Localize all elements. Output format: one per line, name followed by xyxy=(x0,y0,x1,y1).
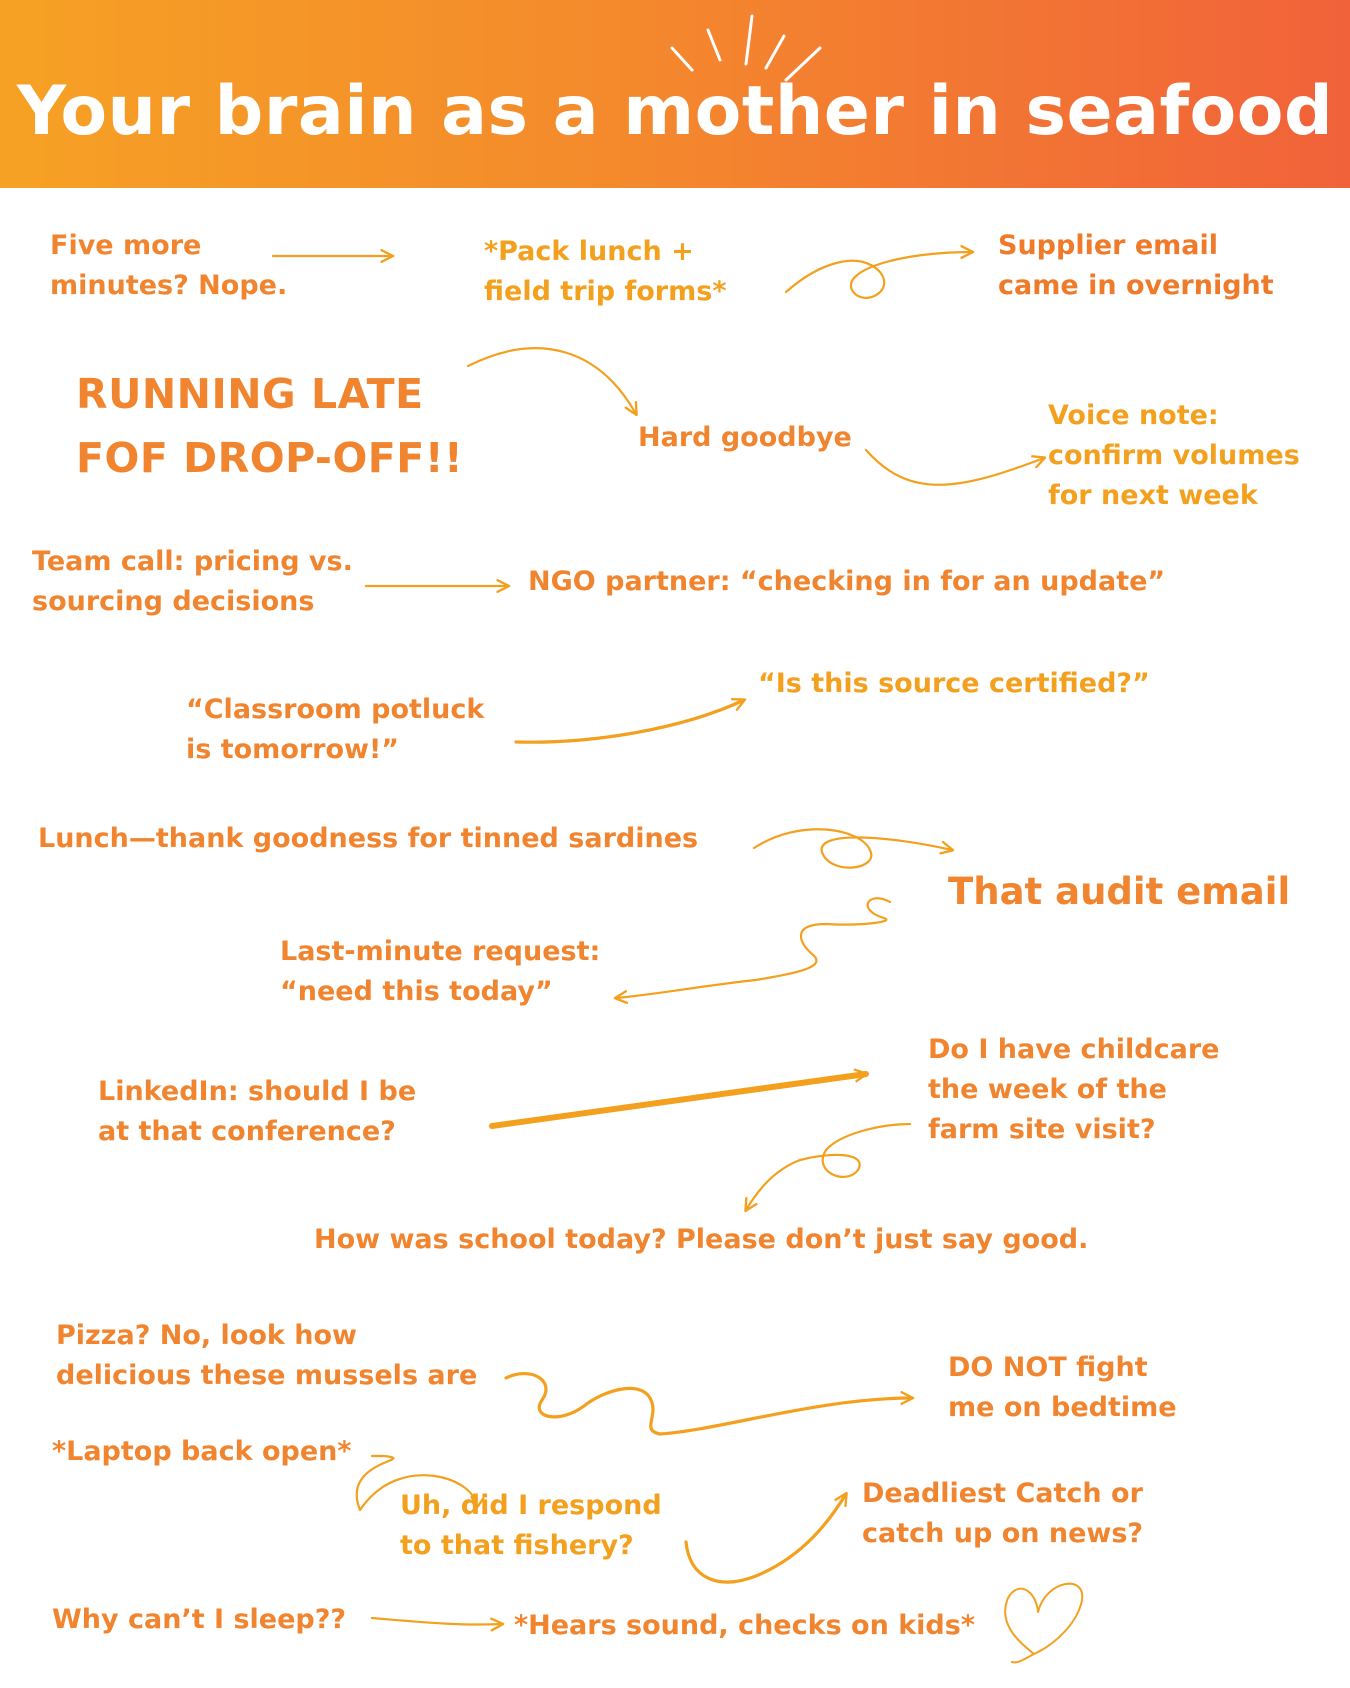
childcare-text: Do I have childcare the week of the farm site visit? xyxy=(928,1034,1220,1145)
classroom-potluck-text: “Classroom potluck is tomorrow!” xyxy=(186,694,485,765)
cant-sleep-text: Why can’t I sleep?? xyxy=(52,1604,347,1635)
how-was-school-text: How was school today? Please don’t just say good. xyxy=(314,1224,1089,1255)
arrow-icon xyxy=(686,1494,846,1582)
source-certified-text: “Is this source certified?” xyxy=(758,668,1150,699)
ngo-partner-text: NGO partner: “checking in for an update” xyxy=(528,566,1166,597)
arrow-icon xyxy=(372,1618,502,1625)
arrow-icon xyxy=(866,450,1044,485)
supplier-email-text: Supplier email came in overnight xyxy=(998,230,1274,301)
page-title: Your brain as a mother in seafood xyxy=(16,72,1334,151)
five-more-minutes-text: Five more minutes? Nope. xyxy=(50,230,288,301)
arrow-icon xyxy=(492,1074,866,1126)
last-minute-request-text: Last-minute request: “need this today” xyxy=(280,936,601,1007)
heart-icon xyxy=(1005,1584,1082,1663)
pizza-mussels-text: Pizza? No, look how delicious these mussels are xyxy=(56,1320,478,1391)
pack-lunch-text: *Pack lunch + field trip forms* xyxy=(484,236,727,307)
running-late-text: RUNNING LATE FOF DROP-OFF!! xyxy=(76,370,464,482)
linkedin-text: LinkedIn: should I be at that conference? xyxy=(98,1076,417,1147)
voice-note-text: Voice note: confirm volumes for next week xyxy=(1048,400,1300,511)
hard-goodbye-text: Hard goodbye xyxy=(638,422,852,453)
arrow-icon xyxy=(468,348,636,414)
arrow-icon xyxy=(616,898,890,998)
lunch-sardines-text: Lunch—thank goodness for tinned sardines xyxy=(38,823,699,854)
hears-sound-text: *Hears sound, checks on kids* xyxy=(514,1610,975,1641)
header-banner xyxy=(0,0,1350,188)
audit-email-text: That audit email xyxy=(948,870,1291,913)
arrow-icon xyxy=(786,252,972,298)
arrow-icon xyxy=(506,1374,912,1434)
team-call-text: Team call: pricing vs. sourcing decisions xyxy=(32,546,353,617)
arrow-icon xyxy=(746,1124,910,1210)
deadliest-catch-text: Deadliest Catch or catch up on news? xyxy=(862,1478,1144,1549)
bedtime-text: DO NOT fight me on bedtime xyxy=(948,1352,1177,1423)
fishery-text: Uh, did I respond to that fishery? xyxy=(400,1490,662,1561)
laptop-open-text: *Laptop back open* xyxy=(52,1436,352,1467)
arrow-icon xyxy=(516,700,744,742)
arrow-icon xyxy=(754,829,952,867)
